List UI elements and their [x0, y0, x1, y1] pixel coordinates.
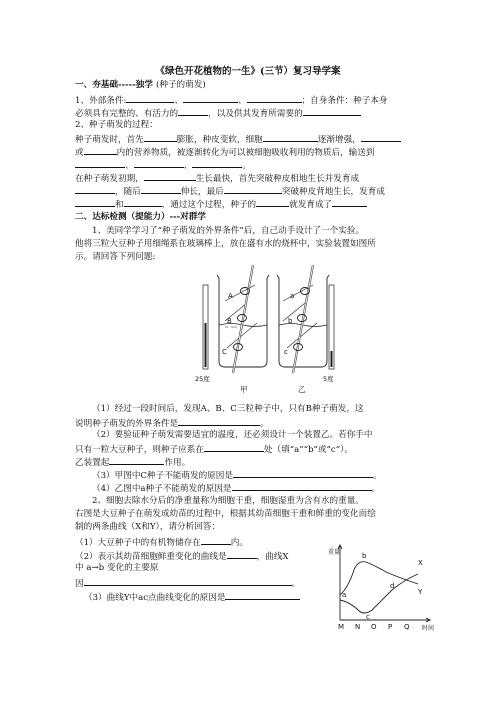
text: 必须具有完整的、有活力的: [75, 109, 179, 119]
q1-part2-line-3: [75, 456, 190, 469]
text: 因: [75, 579, 84, 589]
text: 乙装置起: [75, 458, 110, 468]
curve-x-label: X: [418, 559, 423, 567]
q2-part2-line-1: [75, 550, 288, 563]
text: 生长最快，首先突破种皮相地生长并发育成: [195, 174, 360, 184]
q2-line-1: 2、细胞去除水分后的净重量称为细胞干重，细胞湿重为含有水的重量。: [92, 496, 364, 506]
blank: [204, 443, 264, 452]
blank: [233, 469, 373, 478]
blank: [256, 198, 289, 207]
caption-left: 甲: [240, 385, 248, 394]
y-axis-label: 重量: [328, 549, 341, 556]
blank: [75, 159, 125, 168]
q1-line-2: 他将三粒大豆种子用细绳系在玻璃棒上，放在盛有水的烧杯中，实验装置如图所: [75, 239, 376, 249]
q2-line-2: 右图是大豆种子在萌发成幼苗的过程中，根据其幼苗细胞干重和鲜重的变化而绘: [75, 509, 376, 519]
text: （3）甲图中C种子不能萌发的原因是: [92, 471, 233, 481]
line-3: 2、种子萌发的过程：: [75, 120, 158, 130]
text: 种子萌发时，首先: [75, 135, 144, 145]
section1-line: [75, 80, 206, 91]
text: （3）曲线Y中ac点曲线变化的原因是: [84, 593, 226, 603]
q1-part1-line-2: 说明种子萌发的外界条件是 。: [75, 419, 269, 429]
beaker-right-icon: [277, 265, 329, 373]
blank: [178, 107, 208, 116]
line-6: 、 、 。: [75, 159, 251, 172]
blank: [124, 198, 162, 207]
seed-label-C: C: [222, 348, 227, 356]
text: 内。: [230, 538, 248, 548]
blank: [232, 482, 372, 491]
curve-y: [340, 574, 418, 613]
q1-part3-line: （3）甲图中C种子不能萌发的原因是 。: [92, 471, 382, 481]
q2-line-3: 制的两条曲线（X和Y），请分析回答：: [75, 522, 220, 532]
q1-part2-line-2: [75, 443, 353, 456]
line-7: [75, 172, 359, 185]
q2-part2-line-3: 因 。: [75, 579, 301, 589]
blank: [141, 185, 181, 194]
text: （4）乙图中a种子不能萌发的原因是: [92, 484, 232, 494]
blank: [192, 159, 242, 168]
text: 只有一粒大豆种子，则种子应系在: [75, 445, 204, 455]
text: 内的营养物质，被逐渐转化为可以被细胞吸收利用的物质后，输送到: [116, 148, 375, 158]
line-5: [75, 146, 374, 159]
tick-M: M: [338, 623, 345, 631]
text: （2）表示其幼苗细胞鲜重变化的曲线是: [75, 552, 227, 562]
q2-part3-line: [84, 591, 300, 604]
page-title: 《绿色开花植物的一生》(三节）复习导学案: [155, 66, 341, 77]
section1-heading: 一、夯基础-----独学: [75, 80, 153, 90]
text: 或: [75, 148, 84, 158]
point-d: d: [390, 582, 395, 590]
blank: [303, 107, 361, 116]
blank: [144, 172, 196, 181]
curve-x: [340, 562, 418, 595]
seed-label-B: B: [227, 317, 232, 325]
blank: [144, 133, 177, 142]
weight-curve-figure: [326, 540, 436, 632]
point-a: a: [342, 591, 347, 599]
beaker-figure: [195, 263, 335, 403]
text: 作用。: [164, 458, 191, 468]
seed-label-b: b: [288, 317, 293, 325]
blank: [263, 133, 318, 142]
line-4: [75, 133, 401, 146]
blank: [224, 185, 282, 194]
text: 在种子萌发初期，: [75, 174, 144, 184]
line-8: [75, 185, 385, 198]
text: 突破种皮背地生长，发育成: [281, 187, 385, 197]
text: （1）大豆种子中的有机物储存在: [75, 538, 201, 548]
q1-part4-line: （4）乙图中a种子不能萌发的原因是 。: [92, 484, 381, 494]
point-b: b: [362, 552, 367, 560]
text: 就发育成了: [289, 200, 333, 210]
x-axis-label: 时间: [422, 625, 435, 632]
caption-right: 乙: [298, 385, 306, 394]
tick-N: N: [355, 623, 361, 631]
text: ，以及供其发育所需要的: [208, 109, 303, 119]
text: 说明种子萌发的外界条件是: [75, 419, 179, 429]
tick-O: O: [371, 623, 377, 631]
blank: [134, 159, 184, 168]
section1-subheading: (种子的萌发): [156, 80, 206, 90]
q2-part1-line: [75, 536, 248, 549]
q2-part2-line-2: 中 a→b 变化的主要原: [75, 563, 159, 573]
blank: [225, 591, 300, 600]
blank: [183, 94, 238, 103]
text: 和: [115, 200, 124, 210]
q1-part1-line-1: （1）经过一段时间后，发现A、B、C三粒种子中，只有B种子萌发，这: [92, 404, 364, 414]
text: ；自身条件：种子本身: [301, 96, 388, 106]
blank: [332, 198, 367, 207]
line-9: [75, 198, 367, 211]
blank: [247, 94, 302, 103]
q1-line-1: 1、美同学学习了“种子萌发的外界条件”后，自己动手设计了一个实验。: [92, 226, 365, 236]
seed-label-c: c: [284, 348, 288, 356]
tick-P: P: [388, 623, 393, 631]
seed-label-A: A: [228, 292, 233, 300]
text: 1、外部条件:: [75, 96, 127, 106]
blank: [201, 536, 231, 545]
blank: [75, 198, 115, 207]
tick-Q: Q: [404, 623, 410, 631]
blank: [178, 417, 260, 426]
blank: [361, 133, 401, 142]
blank: [75, 185, 115, 194]
q1-line-3: 示。请回答下列问题:: [75, 252, 156, 262]
text: 膨胀，种皮变软，细胞: [176, 135, 263, 145]
temp-label-right: 5度: [323, 375, 334, 383]
text: 伸长，最后: [180, 187, 224, 197]
beaker-left-icon: [217, 265, 269, 373]
blank: [227, 550, 257, 559]
point-c: c: [366, 613, 370, 621]
line-1: 1、外部条件: 、 、 ；自身条件：种子本身: [75, 96, 388, 106]
curve-y-label: Y: [418, 588, 423, 596]
text: ，曲线X: [256, 552, 289, 562]
text: 处（填“a”“b”或“c”）。: [263, 445, 353, 455]
blank: [84, 146, 117, 155]
temp-label-left: 25度: [195, 375, 210, 383]
seed-label-a: a: [290, 292, 295, 300]
blank: [109, 456, 164, 465]
text: ，通过这个过程，种子的: [161, 200, 257, 210]
text: 逐渐增强，: [317, 135, 361, 145]
line-2: [75, 107, 361, 120]
blank: [126, 94, 174, 103]
q1-part2-line-1: （2）要验证种子萌发需要适宜的温度，还必须设计一个装置乙。若你手中: [92, 430, 373, 440]
blank: [84, 577, 292, 586]
section2-heading: 二、达标检测（提能力）---对群学: [75, 212, 207, 222]
text: ，随后: [115, 187, 141, 197]
